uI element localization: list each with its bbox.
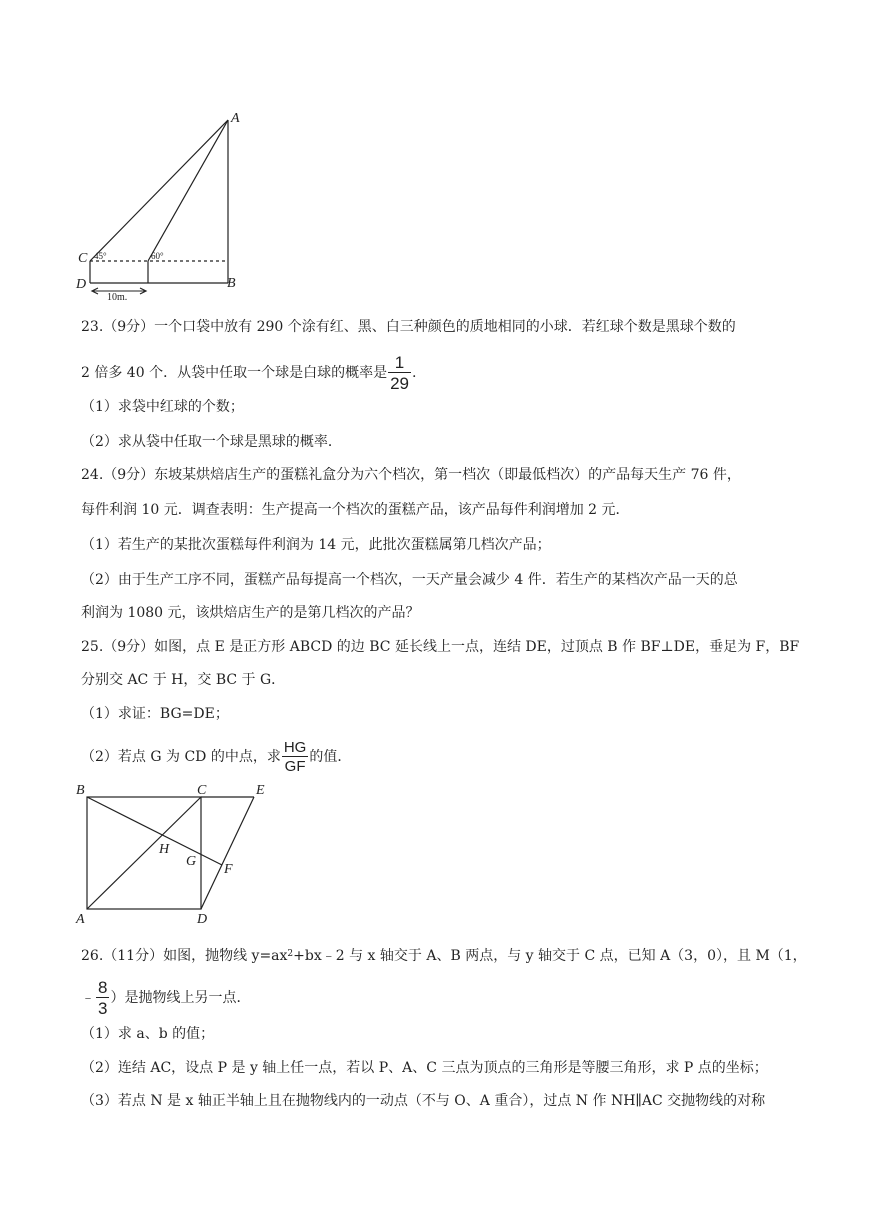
- label-D: D: [197, 912, 208, 927]
- figure-angle-of-elevation: [70, 108, 250, 303]
- q25-header: 25.（9分）如图，点 E 是正方形 ABCD 的边 BC 延长线上一点，连结 DE，过顶点 B 作 BF⊥DE，垂足为 F，BF: [81, 639, 800, 655]
- diagonal-AC: [87, 797, 201, 909]
- q24-part2b: 利润为 1080 元，该烘焙店生产的是第几档次的产品？: [81, 605, 420, 621]
- q24-line2: 每件利润 10 元．调查表明：生产提高一个档次的蛋糕产品，该产品每件利润增加 2 元．: [81, 502, 630, 518]
- q23-line2: 2 倍多 40 个．从袋中任取一个球是白球的概率是 $\frac{1}{29}$ .: [81, 353, 417, 393]
- q25-part1: （1）求证：BG=DE；: [81, 706, 229, 722]
- q24-header: 24.（9分）东坡某烘焙店生产的蛋糕礼盒分为六个档次，第一档次（即最低档次）的产品每天生产 76 件，: [81, 467, 741, 483]
- label-B: B: [76, 783, 85, 798]
- q25-part2: （2）若点 G 为 CD 的中点，求 $\frac{HG}{GF}$ 的值．: [81, 739, 352, 775]
- label-A: A: [76, 912, 85, 927]
- q26-part2: （2）连结 AC，设点 P 是 y 轴上任一点，若以 P、A、C 三点为顶点的三角形是等腰三角形，求 P 点的坐标；: [81, 1060, 768, 1076]
- label-F: F: [224, 862, 233, 877]
- q24-part1: （1）若生产的某批次蛋糕每件利润为 14 元，此批次蛋糕属第几档次产品；: [81, 537, 551, 553]
- label-C: C: [78, 251, 88, 266]
- probability-fraction: $\frac{1}{29}$: [390, 353, 409, 393]
- q26-part1: （1）求 a、b 的值；: [81, 1026, 215, 1042]
- label-A: A: [231, 111, 240, 126]
- angle-label-60: 60°: [151, 251, 164, 261]
- q26-part3: （3）若点 N 是 x 轴正半轴上且在抛物线内的一动点（不与 O、A 重合），过点 N 作 NH∥AC 交抛物线的对称: [81, 1093, 766, 1109]
- sight-line-2: [148, 120, 228, 261]
- distance-label: 10m.: [107, 292, 128, 303]
- q23-header: 23.（9分）一个口袋中放有 290 个涂有红、黑、白三种颜色的质地相同的小球．若红球个数是黑球个数的: [81, 319, 736, 335]
- label-H: H: [159, 842, 170, 857]
- q24-part2a: （2）由于生产工序不同，蛋糕产品每提高一个档次，一天产量会减少 4 件．若生产的某档次产品一天的总: [81, 572, 738, 588]
- label-D: D: [76, 277, 87, 292]
- q23-part1: （1）求袋中红球的个数；: [81, 399, 244, 415]
- label-E: E: [256, 783, 265, 798]
- line-BF: [87, 797, 222, 865]
- q26-line2: ﹣ $\frac{8}{3}$ ）是抛物线上另一点．: [81, 978, 251, 1018]
- angle-label-45: 45°: [94, 251, 107, 261]
- label-G: G: [186, 854, 197, 869]
- label-B: B: [227, 276, 236, 291]
- q26-header: 26.（11分）如图，抛物线 $y=ax^2+bx﹣2$ 与 x 轴交于 A、B 两点，与 y 轴交于 C 点，已知 A（3，0），且 M（1，: [81, 948, 807, 964]
- line-DE: [201, 797, 254, 909]
- m-y-fraction: $\frac{8}{3}$: [98, 978, 108, 1018]
- hg-gf-fraction: $\frac{HG}{GF}$: [283, 739, 307, 775]
- sight-line-CA: [90, 120, 228, 261]
- q23-part2: （2）求从袋中任取一个球是黑球的概率．: [81, 434, 342, 450]
- label-C: C: [197, 783, 207, 798]
- q25-line2: 分别交 AC 于 H，交 BC 于 G．: [81, 672, 286, 688]
- figure-square-abcd: [72, 780, 282, 925]
